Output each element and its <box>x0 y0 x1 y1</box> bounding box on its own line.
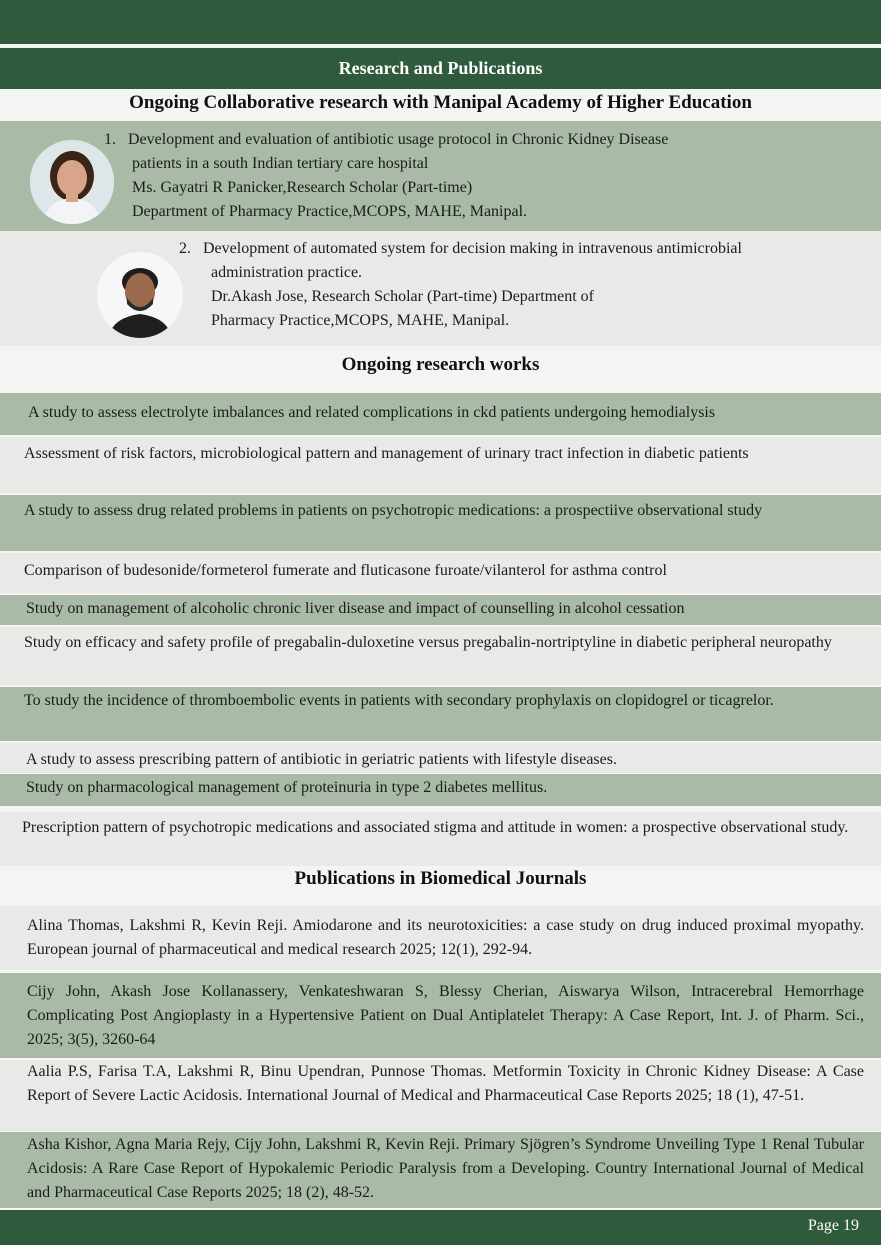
publication-item: Cijy John, Akash Jose Kollanassery, Venkateshwaran S, Blessy Cherian, Aiswarya Wilson, Intracerebral Hemorrhage Complicating Post Angioplasty in a Hypertensive Patient on Dual Antiplatelet Therapy: A Case Report, Int. J. of Pharm. Sci., 2025; 3(5), 3260-64 <box>0 973 881 1058</box>
top-bar <box>0 0 881 44</box>
page-number: Page 19 <box>807 1217 859 1234</box>
collab-person: Ms. Gayatri R Panicker,Research Scholar (Part-time) <box>132 179 473 196</box>
researcher-avatar-2 <box>97 252 183 338</box>
collab-heading: Ongoing Collaborative research with Manipal Academy of Higher Education <box>129 92 752 113</box>
footer-bar <box>0 1210 881 1245</box>
collab-title-line: Development of automated system for decision making in intravenous antimicrobial <box>203 240 742 257</box>
section-title: Research and Publications <box>0 48 881 89</box>
ongoing-item: Study on efficacy and safety profile of pregabalin-duloxetine versus pregabalin-nortriptyline in diabetic peripheral neuropathy <box>0 627 881 685</box>
collab-title-line: Development and evaluation of antibiotic usage protocol in Chronic Kidney Disease <box>128 131 669 148</box>
ongoing-item: Comparison of budesonide/formeterol fumerate and fluticasone furoate/vilanterol for asthma control <box>0 553 881 593</box>
collab-item-2 <box>0 231 881 346</box>
ongoing-item: Assessment of risk factors, microbiological pattern and management of urinary tract infection in diabetic patients <box>0 437 881 493</box>
collab-item-1 <box>0 121 881 231</box>
publication-item: Aalia P.S, Farisa T.A, Lakshmi R, Binu Upendran, Punnose Thomas. Metformin Toxicity in Chronic Kidney Disease: A Case Report of Severe Lactic Acidosis. International Journal of Medical and Pharmaceutical Case Reports 2025; 18 (1), 47-51. <box>0 1060 881 1131</box>
collab-department: Pharmacy Practice,MCOPS, MAHE, Manipal. <box>211 312 510 329</box>
collab-title-line: patients in a south Indian tertiary care hospital <box>132 155 429 172</box>
collab-number: 2. <box>179 240 191 257</box>
ongoing-item: Study on pharmacological management of proteinuria in type 2 diabetes mellitus. <box>0 774 881 806</box>
ongoing-item: A study to assess electrolyte imbalances and related complications in ckd patients undergoing hemodialysis <box>0 393 881 435</box>
researcher-avatar-1 <box>30 140 114 224</box>
ongoing-item: A study to assess drug related problems in patients on psychotropic medications: a prospectiive observational study <box>0 495 881 551</box>
collab-title-line: administration practice. <box>211 264 363 281</box>
collab-person: Dr.Akash Jose, Research Scholar (Part-time) Department of <box>211 288 594 305</box>
collab-number: 1. <box>104 131 116 148</box>
ongoing-heading: Ongoing research works <box>341 354 540 375</box>
collab-department: Department of Pharmacy Practice,MCOPS, MAHE, Manipal. <box>132 203 528 220</box>
publications-heading: Publications in Biomedical Journals <box>294 868 587 889</box>
ongoing-item: Study on management of alcoholic chronic liver disease and impact of counselling in alcohol cessation <box>0 595 881 625</box>
ongoing-item: A study to assess prescribing pattern of antibiotic in geriatric patients with lifestyle diseases. <box>0 743 881 773</box>
publication-item: Alina Thomas, Lakshmi R, Kevin Reji. Amiodarone and its neurotoxicities: a case study on drug induced proximal myopathy. European journal of pharmaceutical and medical research 2025; 12(1), 292-94. <box>0 906 881 970</box>
ongoing-item: Prescription pattern of psychotropic medications and associated stigma and attitude in women: a prospective observational study. <box>0 812 881 866</box>
ongoing-item: To study the incidence of thromboembolic events in patients with secondary prophylaxis on clopidogrel or ticagrelor. <box>0 687 881 741</box>
publication-item: Asha Kishor, Agna Maria Rejy, Cijy John, Lakshmi R, Kevin Reji. Primary Sjögren’s Syndrome Unveiling Type 1 Renal Tubular Acidosis: A Rare Case Report of Hypokalemic Periodic Paralysis from a Developing. Country International Journal of Medical and Pharmaceutical Case Reports 2025; 18 (2), 48-52. <box>0 1132 881 1208</box>
